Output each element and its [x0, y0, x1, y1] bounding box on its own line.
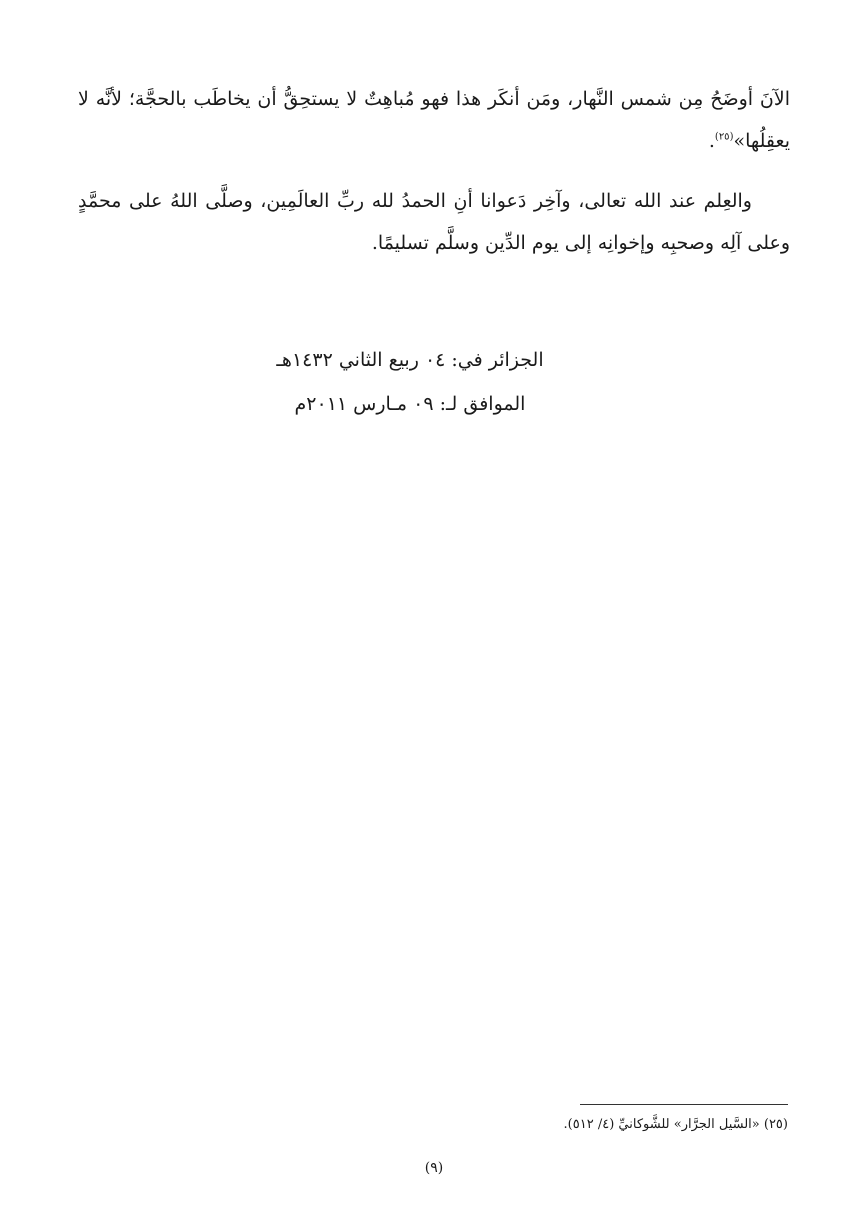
footnote-divider	[580, 1104, 788, 1105]
footnote-reference[interactable]: (٢٥)	[714, 131, 734, 143]
gregorian-date: الموافق لـ: ٠٩ مـارس ٢٠١١م	[294, 393, 526, 415]
paragraph-1-end: .	[708, 130, 715, 152]
footnote-text: (٢٥) «السَّيل الجرَّار» للشَّوكانيِّ (٤/ ٥١٢).	[563, 1117, 788, 1132]
hijri-date: الجزائر في: ٠٤ ربيع الثاني ١٤٣٢هـ	[276, 349, 544, 371]
paragraph-1-text: الآنَ أوضَحُ مِن شمس النَّهار، ومَن أنكَر هذا فهو مُباهِتٌ لا يستحِقُّ أن يخاطَب بالحجَّة؛ لأنَّه لا يعقِلُها»	[78, 88, 790, 152]
main-text-block	[78, 78, 790, 282]
signoff-block	[0, 338, 820, 426]
paragraph-2: والعِلم عند الله تعالى، وآخِر دَعوانا أنِ الحمدُ لله ربِّ العالَمِين، وصلَّى اللهُ على محمَّدٍ وعلى آلِه وصحبِه وإخوانِه إلى يوم الدِّين وسلَّم تسليمًا.	[78, 190, 790, 254]
page-number: (٩)	[424, 1160, 444, 1176]
paragraph-1	[78, 78, 790, 162]
